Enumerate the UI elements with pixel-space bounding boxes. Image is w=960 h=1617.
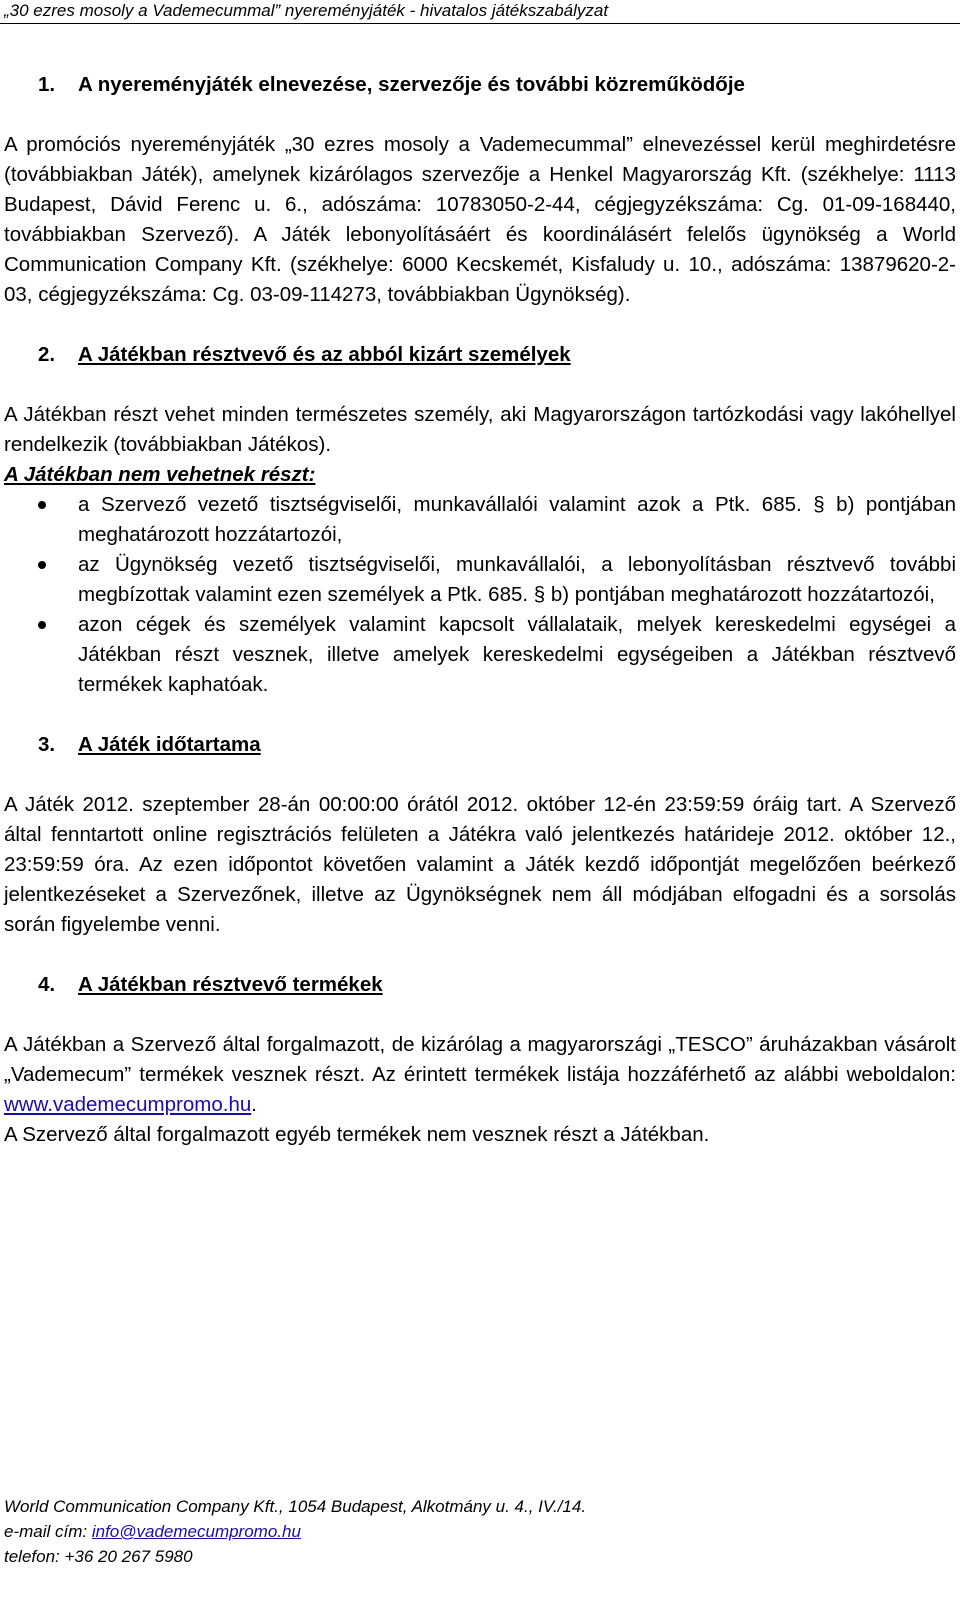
section-3-paragraph: A Játék 2012. szeptember 28-án 00:00:00 órától 2012. október 12-én 23:59:59 óráig tart. A Szervező által fenntartott online regisztrációs felületen a Játékra való jelentkezés határideje 2012. október 12., 23:59:59 óra. Az ezen időpontot követően valamint a Játék kezdő időpontját megelőzően beérkező jelentkezéseket a Szervezőnek, illetve az Ügynökségnek nem áll módjában elfogadni és a sorsolás során figyelembe venni. [4,793,956,936]
section-2-paragraph: A Játékban részt vehet minden természetes személy, aki Magyarországon tartózkodási vagy lakóhellyel rendelkezik (továbbiakban Játékos). [4,403,956,456]
section-4-paragraph-2: A Szervező által forgalmazott egyéb termékek nem vesznek részt a Játékban. [4,1123,710,1146]
bullet-icon [38,501,46,509]
list-item-text: az Ügynökség vezető tisztségviselői, munkavállalói, a lebonyolításban résztvevő további megbízottak valamint ezen személyek a Ptk. 685. § b) pontjában meghatározott hozzátartozói, [78,553,956,606]
bullet-icon [38,621,46,629]
footer-company: World Communication Company Kft., 1054 Budapest, Alkotmány u. 4., IV./14. [4,1497,587,1516]
header-title: „30 ezres mosoly a Vademecummal” nyereményjáték - hivatalos játékszabályzat [4,1,609,20]
exclusion-subtitle: A Játékban nem vehetnek részt: [4,463,316,486]
list-item [4,490,956,550]
list-item-text: azon cégek és személyek valamint kapcsolt vállalataik, melyek kereskedelmi egységei a Játékban részt vesznek, illetve amelyek kereskedelmi egységeiben a Játékban résztvevő termékek kaphatóak. [78,613,956,696]
header-divider [0,23,960,24]
section-4-period: . [251,1093,257,1116]
list-item-text: a Szervező vezető tisztségviselői, munkavállalói valamint azok a Ptk. 685. § b) pontjában meghatározott hozzátartozói, [78,493,956,546]
section-2-heading [4,340,956,370]
section-title: A Játékban résztvevő és az abból kizárt személyek [78,343,571,366]
footer-email-label: e-mail cím: [4,1522,92,1541]
promo-website-link[interactable]: www.vademecumpromo.hu [4,1093,252,1116]
section-4-paragraph [4,1030,956,1120]
section-4-text: A Játékban a Szervező által forgalmazott, de kizárólag a magyarországi „TESCO” áruházakban vásárolt „Vademecum” termékek vesznek részt. Az érintett termékek listája hozzáférhető az alábbi weboldalon: [4,1033,956,1086]
bullet-icon [38,561,46,569]
document-footer [4,1494,954,1569]
footer-email-link[interactable]: info@vademecumpromo.hu [91,1522,301,1541]
section-title: A nyereményjáték elnevezése, szervezője és további közreműködője [78,73,745,96]
list-item [4,610,956,700]
section-title: A Játékban résztvevő termékek [78,973,383,996]
section-number: 2. [38,343,56,366]
footer-email-line [4,1519,954,1544]
footer-phone: telefon: +36 20 267 5980 [4,1547,193,1566]
list-item [4,550,956,610]
document-header [4,0,954,22]
section-number: 4. [38,973,56,996]
section-3-heading [4,730,956,760]
section-4-heading [4,970,956,1000]
section-1-heading [4,70,956,100]
section-number: 3. [38,733,56,756]
section-number: 1. [38,73,56,96]
section-title: A Játék időtartama [78,733,261,756]
document-body [4,70,956,1150]
exclusion-list [4,490,956,700]
section-1-paragraph: A promóciós nyereményjáték „30 ezres mosoly a Vademecummal” elnevezéssel kerül meghirdetésre (továbbiakban Játék), amelynek kizárólagos szervezője a Henkel Magyarország Kft. (székhelye: 1113 Budapest, Dávid Ferenc u. 6., adószáma: 10783050-2-44, cégjegyzékszáma: Cg. 01-09-168440, továbbiakban Szervező). A Játék lebonyolításáért és koordinálásért felelős ügynökség a World Communication Company Kft. (székhelye: 6000 Kecskemét, Kisfaludy u. 10., adószáma: 13879620-2-03, cégjegyzékszáma: Cg. 03-09-114273, továbbiakban Ügynökség). [4,133,956,306]
